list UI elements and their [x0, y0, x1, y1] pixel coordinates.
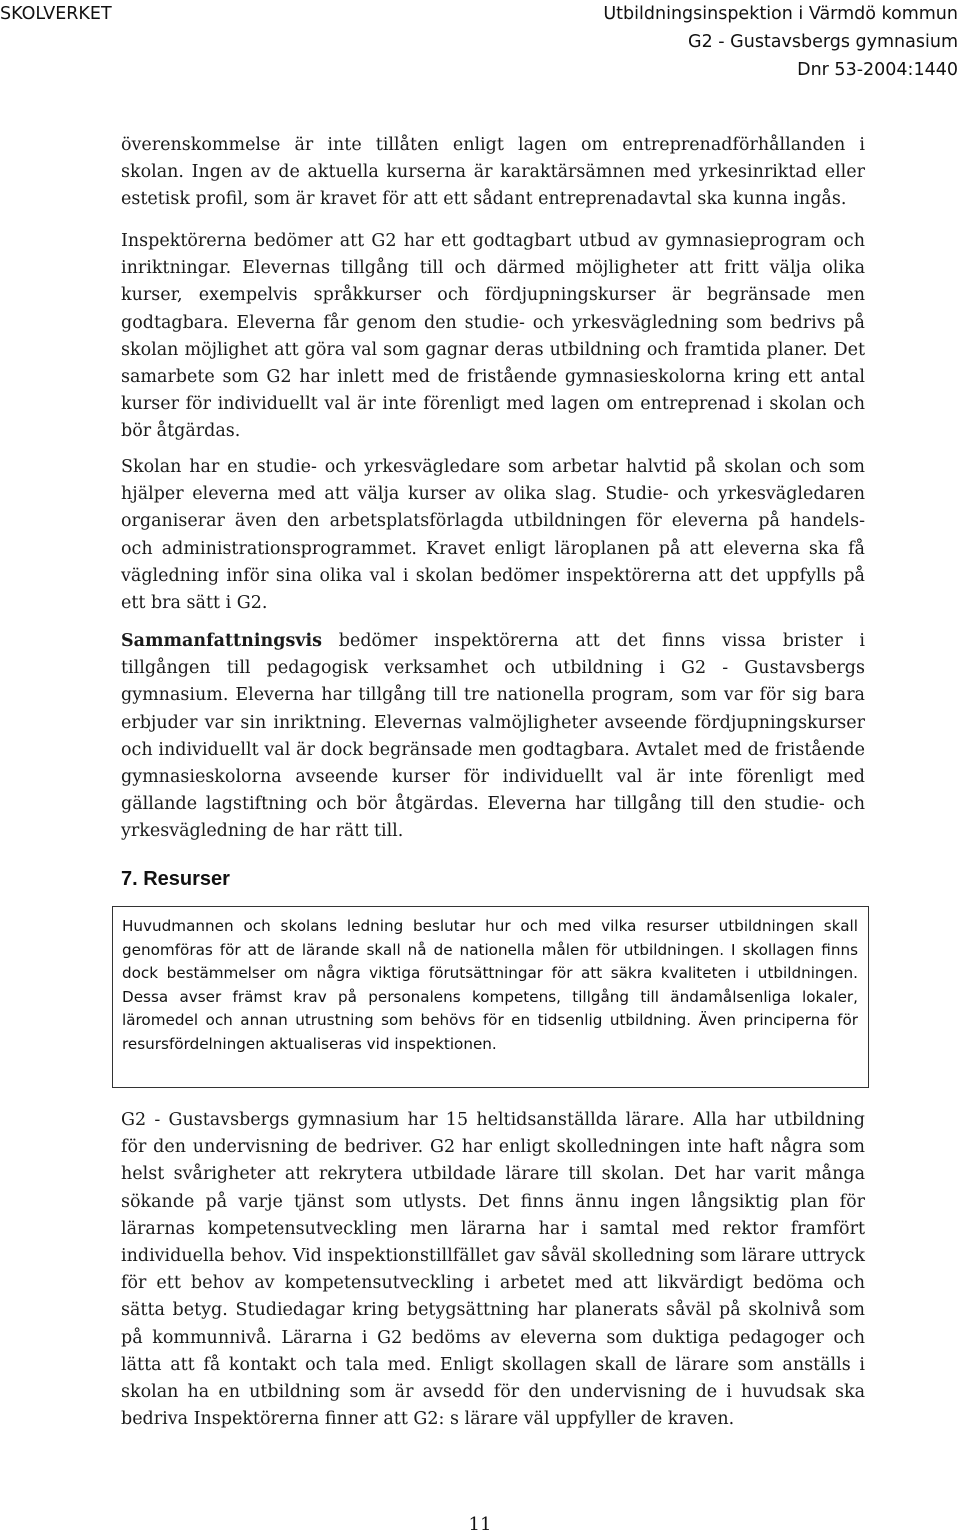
header-org: SKOLVERKET	[0, 4, 112, 24]
paragraph-1: överenskommelse är inte tillåten enligt lagen om entreprenadförhållanden i skolan. Ingen av de aktuella kurserna är karaktärsämnen med yrkesinriktad eller estetisk profil, som är kravet för att ett sådant entreprenadavtal ska kunna ingås.	[121, 135, 865, 210]
header-title: Utbildningsinspektion i Värmdö kommun	[603, 4, 958, 24]
section-heading: 7. Resurser	[121, 868, 230, 890]
header-school: G2 - Gustavsbergs gymnasium	[688, 32, 958, 52]
page-number: 11	[468, 1514, 492, 1535]
paragraph-4-body: bedömer inspektörerna att det finns vissa brister i tillgången till pedagogisk verksamhet och utbildning i G2 - Gustavsbergs gymnasium. Eleverna har tillgång till tre nationella program, som var för sig bara erbjuder var sin inriktning. Elevernas valmöjligheter avseende fördjupningskurser och individuellt val är dock begränsade men godtagbara. Avtalet med de fristående gymnasieskolorna avseende kurser för individuellt val är inte förenligt med gällande lagstiftning och bör åtgärdas. Eleverna har tillgång till den studie- och yrkesvägledning de har rätt till.	[121, 631, 865, 842]
paragraph-4	[121, 628, 865, 846]
paragraph-3: Skolan har en studie- och yrkesvägledare som arbetar halvtid på skolan och som hjälper eleverna med att välja kurser av olika slag. Studie- och yrkesvägledaren organiserar även den arbetsplatsförlagda utbildningen för eleverna på handels- och administrationsprogrammet. Kravet enligt läroplanen på att eleverna ska få vägledning inför sina olika val i skolan bedömer inspektörerna att det uppfylls på ett bra sätt i G2.	[121, 457, 865, 614]
section-intro-box: Huvudmannen och skolans ledning beslutar hur och med vilka resurser utbildningen skall genomföras för att de lärande skall nå de nationella målen för utbildningen. I skollagen finns dock bestämmelser om några viktiga förutsättningar för att säkra kvaliteten i utbildningen. Dessa avser främst krav på personalens kompetens, tillgång till ändamålsenliga lokaler, läromedel och annan utrustning som behövs för en tidsenlig utbildning. Även principerna för resursfördelningen aktualiseras vid inspektionen.	[112, 906, 869, 1088]
page-header	[0, 0, 960, 90]
paragraph-5: G2 - Gustavsbergs gymnasium har 15 heltidsanställda lärare. Alla har utbildning för den undervisning de bedriver. G2 har enligt skolledningen inte haft några som helst svårigheter att rekrytera utbildade lärare till skolan. Det har varit många sökande på varje tjänst som utlysts. Det finns ännu ingen långsiktig plan för lärarnas kompetensutveckling men lärarna har i samtal med rektor framfört individuella behov. Vid inspektionstillfället gav såväl skolledning som lärare uttryck för ett behov av kompetensutveckling i arbetet med att likvärdigt bedöma och sätta betyg. Studiedagar kring betygsättning har planerats såväl på skolnivå som på kommunnivå. Lärarna i G2 bedöms av eleverna som duktiga pedagoger och lätta att få kontakt och tala med. Enligt skollagen skall de lärare som anställs i skolan ha en utbildning som är avsedd för den undervisning de i huvudsak ska bedriva Inspektörerna finner att G2: s lärare väl uppfyller de kraven.	[121, 1110, 865, 1430]
paragraph-2: Inspektörerna bedömer att G2 har ett godtagbart utbud av gymnasieprogram och inriktningar. Elevernas tillgång till och därmed möjligheter att fritt välja olika kurser, exempelvis språkkurser och fördjupningskurser är begränsade men godtagbara. Eleverna får genom den studie- och yrkesvägledning som bedrivs på skolan möjlighet att göra val som gagnar deras utbildning och framtida planer. Det samarbete som G2 har inlett med de fristående gymnasieskolorna kring ett antal kurser för individuellt val är inte förenligt med lagen om entreprenad i skolan och bör åtgärdas.	[121, 231, 865, 442]
header-reference: Dnr 53-2004:1440	[797, 60, 958, 80]
header-info	[603, 0, 958, 84]
paragraph-4-lead: Sammanfattningsvis	[121, 631, 322, 651]
